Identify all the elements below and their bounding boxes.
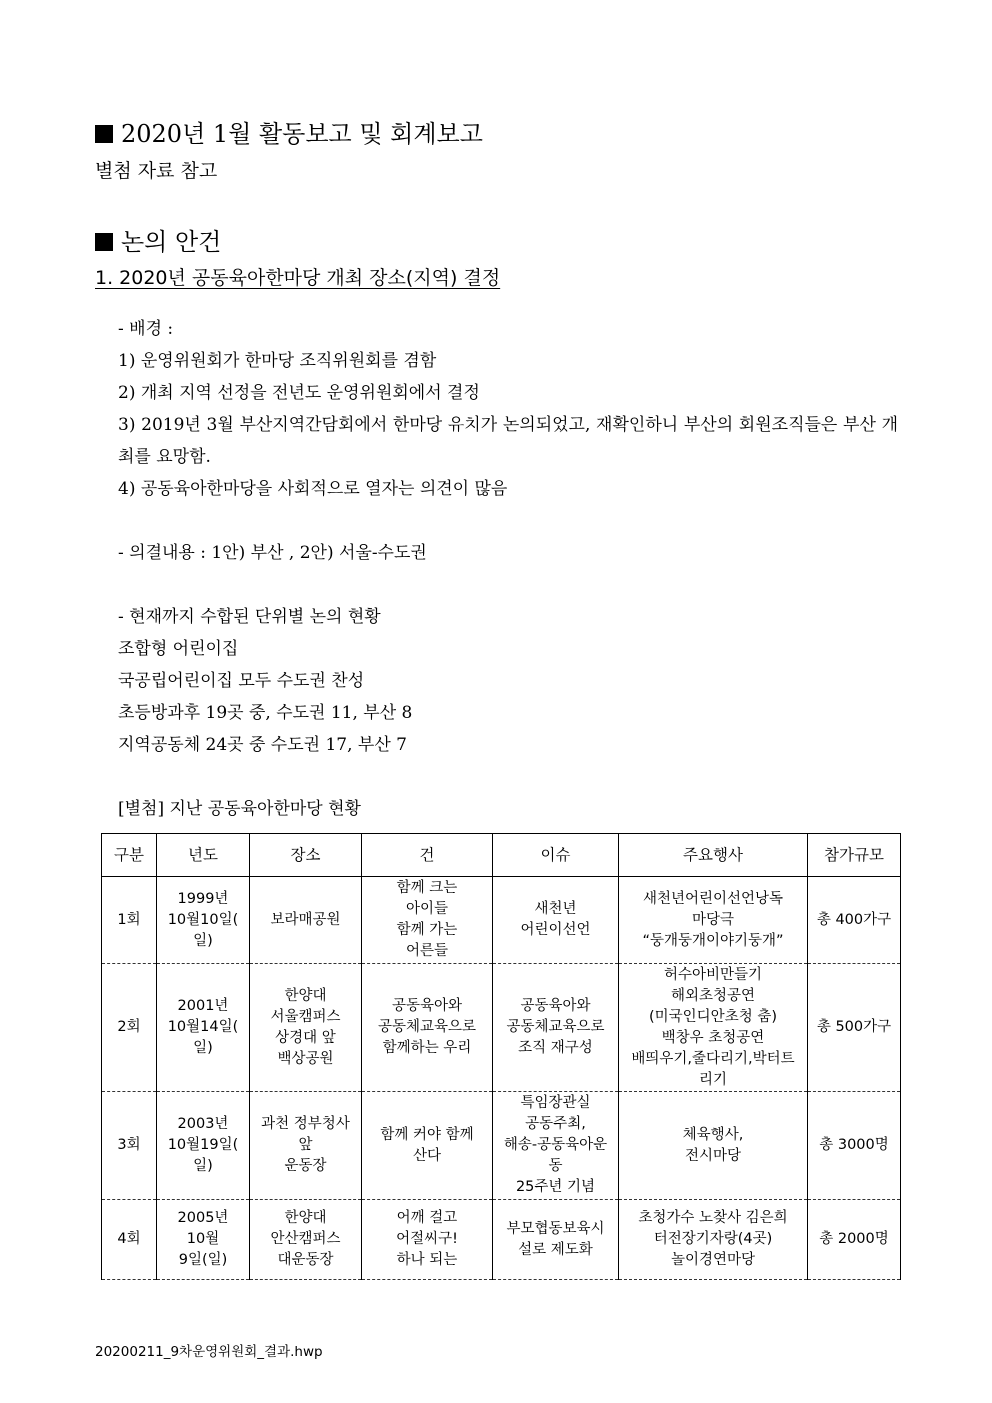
cell-issue: 특임장관실 공동주최, 해송-공동육아운 동 25주년 기념: [493, 1092, 619, 1200]
cell-round: 1회: [102, 877, 157, 964]
cell-scale: 총 3000명: [808, 1092, 901, 1200]
cell-issue: 부모협동보육시 설로 제도화: [493, 1200, 619, 1280]
column-header: 년도: [157, 834, 250, 877]
background-label: - 배경 :: [118, 319, 174, 339]
cell-theme: 공동육아와 공동체교육으로 함께하는 우리: [362, 964, 493, 1092]
cell-issue: 공동육아와 공동체교육으로 조직 재구성: [493, 964, 619, 1092]
table-row: [102, 1092, 901, 1200]
cell-round: 3회: [102, 1092, 157, 1200]
table-row: [102, 877, 901, 964]
background-item: 4) 공동육아한마당을 사회적으로 열자는 의견이 많음: [118, 479, 508, 499]
table-row: [102, 964, 901, 1092]
cell-place: 과천 정부청사 앞 운동장: [250, 1092, 362, 1200]
cell-place: 한양대 서울캠퍼스 상경대 앞 백상공원: [250, 964, 362, 1092]
cell-scale: 총 2000명: [808, 1200, 901, 1280]
section-title: 논의 안건: [121, 228, 222, 256]
cell-round: 4회: [102, 1200, 157, 1280]
cell-theme: 어깨 걸고 어절씨구! 하나 되는: [362, 1200, 493, 1280]
column-header: 구분: [102, 834, 157, 877]
attachment-title: [별첨] 지난 공동육아한마당 현황: [118, 799, 361, 819]
status-label: - 현재까지 수합된 단위별 논의 현황: [118, 607, 381, 627]
cell-year: 1999년 10월10일( 일): [157, 877, 250, 964]
agenda-item-title: 1. 2020년 공동육아한마당 개최 장소(지역) 결정: [95, 267, 501, 289]
column-header: 건: [362, 834, 493, 877]
cell-events: 허수아비만들기 해외초청공연 (미국인디안초청 춤) 백창우 초청공연 배띄우기,줄다리기,박터트 리기: [619, 964, 808, 1092]
square-bullet-icon: [95, 125, 113, 143]
square-bullet-icon: [95, 233, 113, 251]
column-header: 참가규모: [808, 834, 901, 877]
footer-filename: 20200211_9차운영위원회_결과.hwp: [95, 1344, 323, 1360]
section-title: 2020년 1월 활동보고 및 회계보고: [121, 120, 483, 148]
cell-year: 2005년 10월 9일(일): [157, 1200, 250, 1280]
cell-place: 보라매공원: [250, 877, 362, 964]
cell-place: 한양대 안산캠퍼스 대운동장: [250, 1200, 362, 1280]
resolution-text: - 의결내용 : 1안) 부산 , 2안) 서울-수도권: [118, 543, 427, 563]
status-item: 초등방과후 19곳 중, 수도권 11, 부산 8: [118, 703, 413, 723]
cell-scale: 총 500가구: [808, 964, 901, 1092]
status-item: 지역공동체 24곳 중 수도권 17, 부산 7: [118, 735, 407, 755]
cell-year: 2001년 10월14일( 일): [157, 964, 250, 1092]
cell-round: 2회: [102, 964, 157, 1092]
cell-events: 초청가수 노찾사 김은희 터전장기자랑(4곳) 놀이경연마당: [619, 1200, 808, 1280]
column-header: 주요행사: [619, 834, 808, 877]
column-header: 장소: [250, 834, 362, 877]
section-note: 별첨 자료 참고: [95, 160, 218, 182]
background-item: 2) 개최 지역 선정을 전년도 운영위원회에서 결정: [118, 383, 480, 403]
cell-events: 새천년어린이선언낭독 마당극 “둥개둥개이야기둥개”: [619, 877, 808, 964]
agenda-body: [118, 313, 898, 825]
cell-theme: 함께 크는 아이들 함께 가는 어른들: [362, 877, 493, 964]
cell-events: 체육행사, 전시마당: [619, 1092, 808, 1200]
cell-year: 2003년 10월19일( 일): [157, 1092, 250, 1200]
table-header-row: [102, 834, 901, 877]
column-header: 이슈: [493, 834, 619, 877]
background-item: 1) 운영위원회가 한마당 조직위원회를 겸함: [118, 351, 437, 371]
cell-scale: 총 400가구: [808, 877, 901, 964]
cell-issue: 새천년 어린이선언: [493, 877, 619, 964]
section-heading-activity-report: [95, 114, 483, 149]
status-item: 조합형 어린이집: [118, 639, 239, 659]
history-table: [101, 833, 901, 1280]
section-heading-agenda: [95, 222, 221, 257]
background-item: 3) 2019년 3월 부산지역간담회에서 한마당 유치가 논의되었고, 재확인하니 부산의 회원조직들은 부산 개최를 요망함.: [118, 415, 898, 467]
cell-theme: 함께 커야 함께 산다: [362, 1092, 493, 1200]
status-item: 국공립어린이집 모두 수도권 찬성: [118, 671, 365, 691]
table-row: [102, 1200, 901, 1280]
